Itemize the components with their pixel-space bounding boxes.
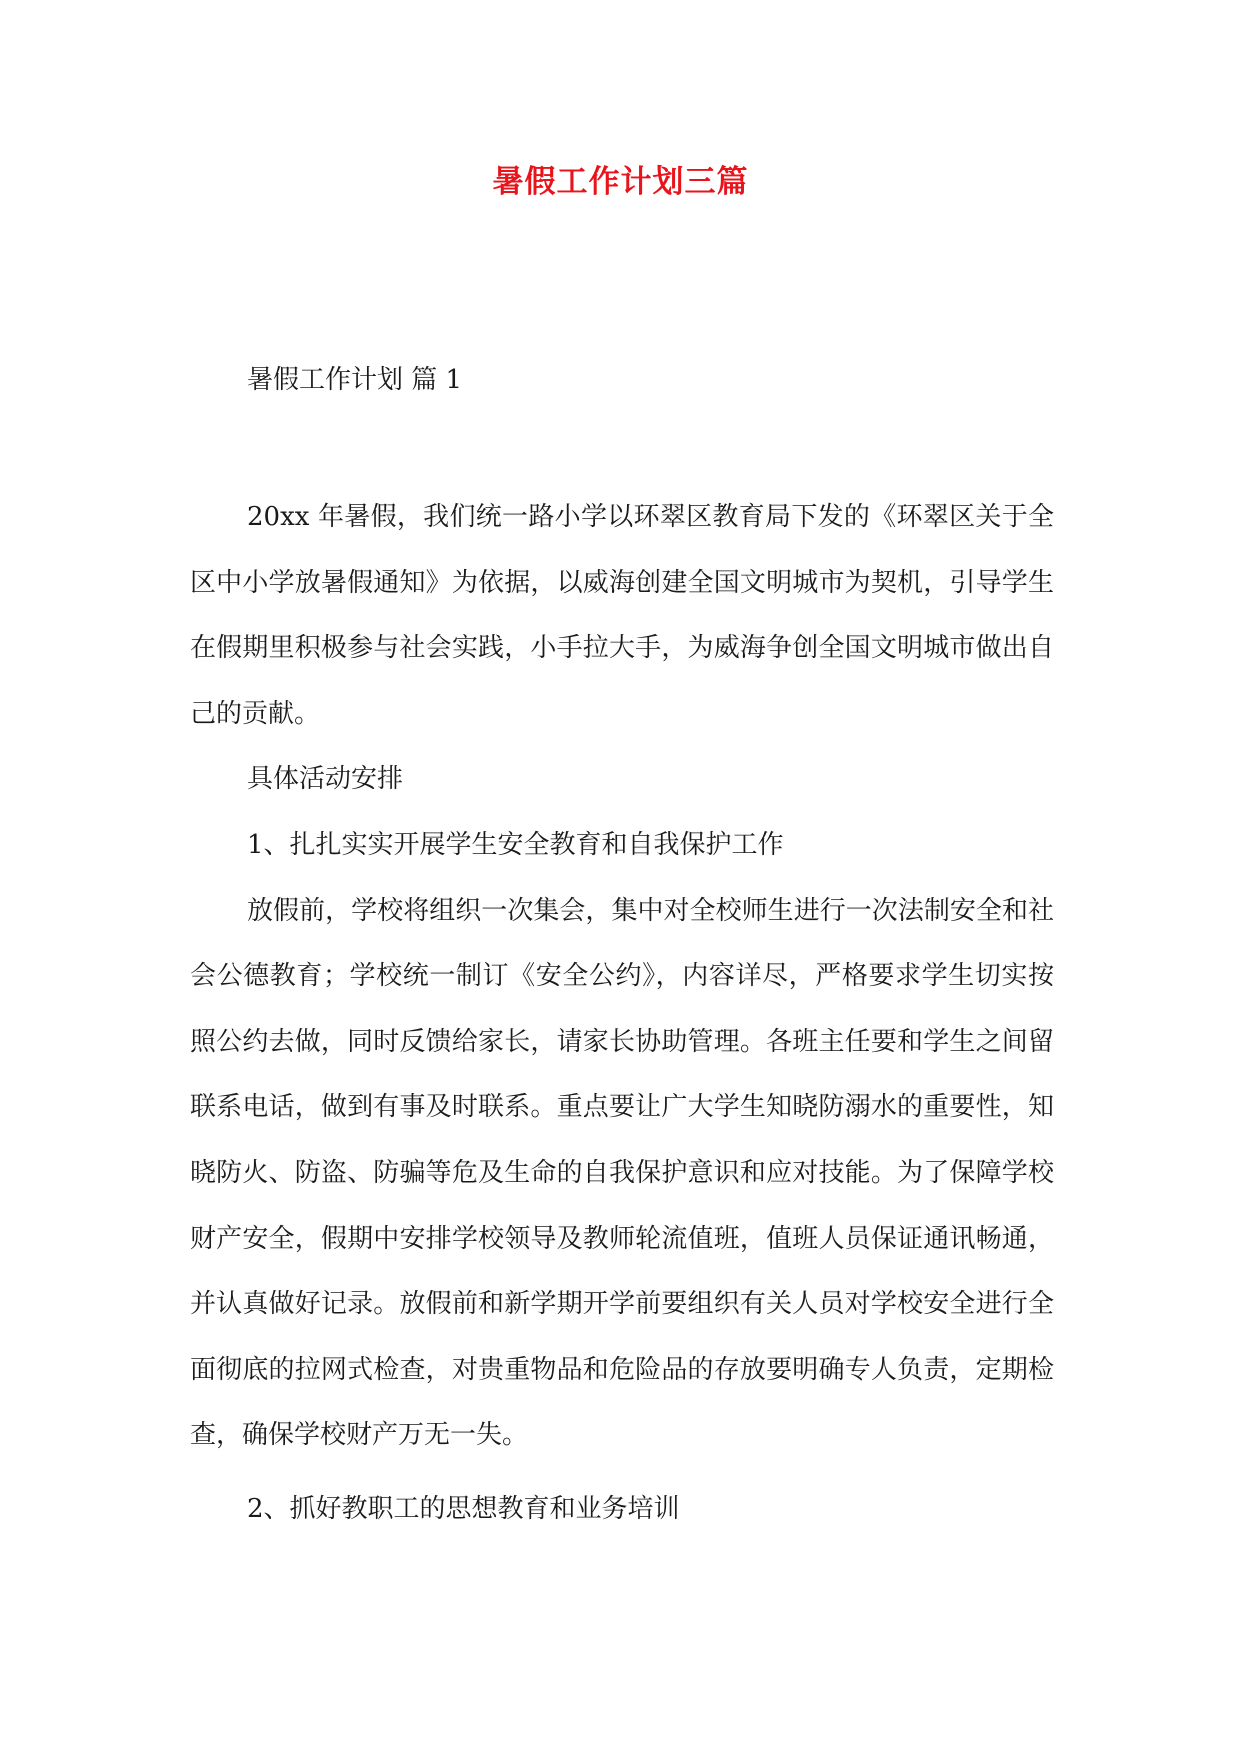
paragraph-item-1-heading: 1、扎扎实实开展学生安全教育和自我保护工作	[247, 829, 784, 860]
paragraph-item-2-heading: 2、抓好教职工的思想教育和业务培训	[247, 1493, 680, 1524]
paragraph-intro: 20xx 年暑假，我们统一路小学以环翠区教育局下发的《环翠区关于全区中小学放暑假通知》为依据，以威海创建全国文明城市为契机，引导学生在假期里积极参与社会实践，小手拉大手，为威海争创全国文明城市做出自己的贡献。	[190, 502, 1054, 729]
section-heading: 暑假工作计划 篇 1	[247, 365, 463, 395]
paragraph-activity-heading: 具体活动安排	[247, 764, 404, 795]
document-title: 暑假工作计划三篇	[492, 164, 749, 200]
document-body	[190, 485, 1054, 1543]
paragraph-safety-education: 放假前，学校将组织一次集会，集中对全校师生进行一次法制安全和社会公德教育；学校统一制订《安全公约》，内容详尽，严格要求学生切实按照公约去做，同时反馈给家长，请家长协助管理。各班主任要和学生之间留联系电话，做到有事及时联系。重点要让广大学生知晓防溺水的重要性，知晓防火、防盗、防骗等危及生命的自我保护意识和应对技能。为了保障学校财产安全，假期中安排学校领导及教师轮流值班，值班人员保证通讯畅通，并认真做好记录。放假前和新学期开学前要组织有关人员对学校安全进行全面彻底的拉网式检查，对贵重物品和危险品的存放要明确专人负责，定期检查，确保学校财产万无一失。	[190, 895, 1054, 1451]
